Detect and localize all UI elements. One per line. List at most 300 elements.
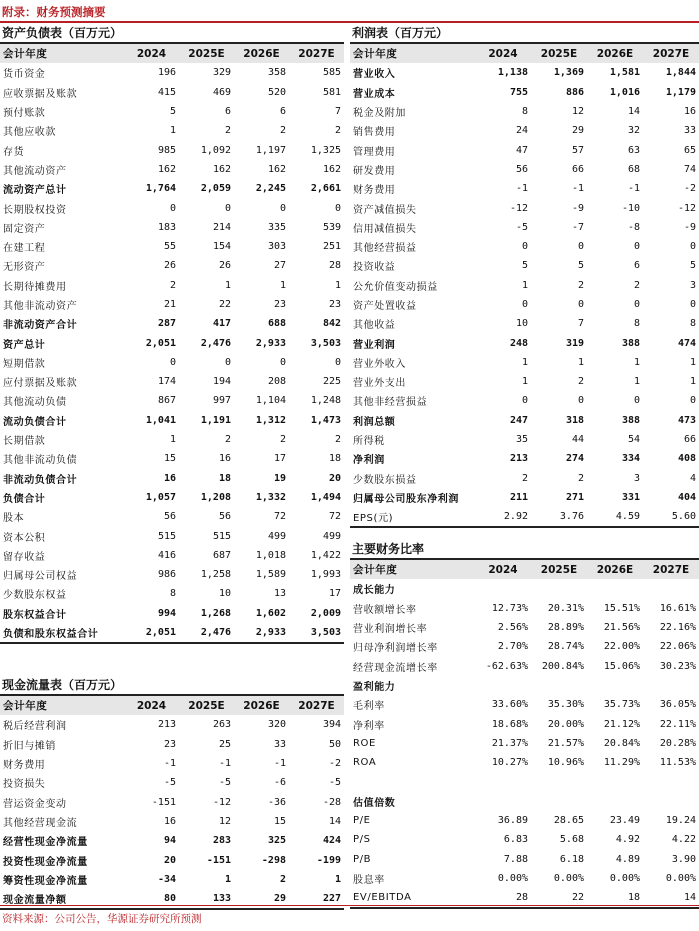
row-label: 营业外支出 [353,378,406,390]
column-header-year: 2026E [234,695,289,715]
cell-value: 1 [521,356,528,368]
row-label: 成长能力 [353,585,396,597]
row-label: 税金及附加 [353,108,406,120]
cell-value: 33 [683,125,696,137]
cell-value: 21.37% [491,737,528,749]
row-label: 在建工程 [3,243,46,255]
source-note: 资料来源：公司公告，华源证券研究所预测 [2,913,202,925]
cell-value: 162 [267,163,286,175]
cell-value: 0 [689,395,696,407]
cell-value [475,772,531,791]
cell-value: 1,422 [310,549,341,561]
cell-value: 21 [163,299,176,310]
table-row [0,604,344,623]
cell-value: 211 [509,491,528,503]
cell-value: 247 [509,414,528,426]
cell-value: 1,041 [145,414,176,426]
table-row [350,618,699,637]
cell-value: 251 [322,241,341,253]
cell-value: 1 [689,356,696,368]
table-row [350,507,699,527]
cell-value: 21.57% [547,737,584,749]
column-header-year: 2026E [587,559,643,579]
cell-value: 26 [218,260,231,272]
row-label: 营业成本 [353,88,396,100]
table-row [0,812,344,831]
cell-value: 320 [267,719,286,731]
cell-value: 1 [169,434,176,446]
cell-value: 7 [577,318,584,330]
cell-value: 28.74% [547,641,584,653]
cell-value: 11.29% [603,757,640,769]
cell-value: 227 [289,889,344,909]
cell-value: 27 [273,260,286,272]
cell-value: 539 [322,221,341,233]
cell-value: 28.65 [553,815,584,826]
table-row [350,488,699,507]
cell-value: 25 [218,738,231,750]
cell-value: 2 [279,125,286,137]
cell-value: 3 [633,472,640,484]
cell-value: 473 [677,414,696,426]
row-label: 资产总计 [3,339,46,351]
cell-value: 2 [224,434,231,446]
cell-value: 3.90 [671,853,696,865]
cell-value: -12 [509,202,528,214]
table-row [350,237,699,256]
cell-value: 417 [212,318,231,330]
row-label: 资产处置收益 [353,301,417,312]
cell-value: 520 [267,86,286,98]
cell-value: 29 [234,889,289,909]
table-row [0,850,344,869]
cell-value: 16 [163,472,176,484]
column-header-year: 2025E [179,43,234,63]
cell-value: -34 [157,873,176,885]
table-row [350,411,699,430]
cell-value: 1,104 [255,395,286,407]
table-row [350,218,699,237]
column-header-label: 会计年度 [0,695,124,715]
cell-value: 5 [577,260,584,272]
cell-value: 1,268 [200,607,231,619]
table-row [350,753,699,772]
table-row [0,179,344,198]
cell-value: 33 [273,738,286,750]
cell-value: 80 [124,889,179,909]
cell-value: 47 [515,144,528,156]
cell-value: 194 [212,376,231,388]
balance-sheet-section [0,24,344,644]
row-label: 其他非流动负债 [3,455,78,467]
cell-value: 2 [169,279,176,291]
cell-value: 23 [328,299,341,310]
cell-value: 2,476 [179,623,234,643]
row-label: 现金流量净额 [0,889,124,909]
cell-value: -5 [163,777,176,789]
cell-value: 8 [633,318,640,330]
row-label: 短期借款 [3,358,46,370]
table-row [0,314,344,333]
cell-value: 56 [163,511,176,523]
cell-value [531,579,587,598]
cell-value: 2 [577,376,584,388]
column-header-year: 2027E [289,695,344,715]
cell-value: 424 [322,835,341,847]
cell-value [587,772,643,791]
cell-value: 334 [621,453,640,465]
cell-value: 416 [157,549,176,561]
cell-value: 499 [322,530,341,542]
cell-value: 1,332 [255,491,286,503]
cell-value: -10 [621,202,640,214]
cell-value: 16 [683,106,696,118]
table-row [0,565,344,584]
cell-value: 18 [328,453,341,465]
header-row [350,559,699,579]
row-label: 预付账款 [3,108,46,120]
cell-value: 14 [328,815,341,827]
cell-value: 20.31% [547,602,584,614]
cell-value: 213 [509,453,528,465]
table-row [350,372,699,391]
cell-value: 23 [273,299,286,310]
table-row [0,160,344,179]
cell-value: 5 [521,260,528,272]
cell-value: 8 [521,106,528,118]
cell-value: 36.05% [659,699,696,711]
row-label: 其他经营损益 [353,243,417,255]
cell-value: 0 [279,202,286,214]
cell-value: 4.59 [587,507,643,527]
cell-value: 248 [509,337,528,349]
row-label: 资产减值损失 [353,204,417,216]
table-row [350,599,699,618]
cell-value: 162 [212,163,231,175]
income-statement-table [350,42,699,528]
row-label: 长期借款 [3,436,46,448]
cell-value: 303 [267,241,286,253]
cell-value: 65 [683,144,696,156]
cell-value: 3,503 [310,337,341,349]
cell-value: -1 [627,183,640,195]
cell-value: 1 [689,376,696,388]
cell-value: 8 [689,318,696,330]
cell-value: -12 [212,796,231,808]
table-row [0,430,344,449]
cell-value: 515 [157,530,176,542]
row-label: 财务费用 [3,760,46,772]
cell-value: 1,179 [665,86,696,98]
row-label: P/B [353,853,372,865]
cell-value: 1 [169,125,176,137]
cell-value: 6 [224,106,231,118]
cell-value: 3 [689,279,696,291]
table-row [350,449,699,468]
cell-value: 5 [169,106,176,118]
cell-value: 3.76 [531,507,587,527]
row-label: 营收额增长率 [353,604,417,616]
appendix-title: 附录：财务预测摘要 [2,5,106,19]
cell-value: 15 [163,453,176,465]
table-row [0,526,344,545]
cell-value: 2,009 [310,607,341,619]
cell-value: 16.61% [659,602,696,614]
cell-value: 22 [218,299,231,310]
row-label: 留存收益 [3,551,46,563]
row-label: 流动负债合计 [3,416,67,428]
cell-value: 2.56% [497,622,528,634]
cell-value: 5 [689,260,696,272]
cell-value: 1,248 [310,395,341,407]
row-label: P/E [353,815,371,826]
cell-value: 44 [571,434,584,446]
table-row [350,676,699,695]
row-label: 利润总额 [353,416,396,428]
ratios-title: 主要财务比率 [352,542,425,556]
cell-value: 2,051 [145,337,176,349]
cell-value: 63 [627,144,640,156]
cell-value: 408 [677,453,696,465]
cash-flow-table [0,694,344,910]
cell-value: 4.92 [615,834,640,846]
cell-value: 14 [627,106,640,118]
cell-value: 7 [334,106,341,118]
cell-value: 22.06% [659,641,696,653]
cell-value: 1 [633,356,640,368]
cell-value: 287 [157,318,176,330]
table-row [0,488,344,507]
cell-value: 72 [328,511,341,523]
cell-value: 36.89 [497,815,528,826]
table-row [350,314,699,333]
row-label: 盈利能力 [353,681,396,693]
row-label: 少数股东权益 [3,590,67,602]
table-row [0,218,344,237]
row-label: 信用减值损失 [353,223,417,235]
cell-value: 394 [322,719,341,731]
cell-value: 2,933 [255,337,286,349]
table-row [350,772,699,791]
cell-value: 1 [334,279,341,291]
cell-value: 2 [279,873,286,885]
cell-value: 515 [212,530,231,542]
cell-value: 997 [212,395,231,407]
footer-divider [0,905,699,906]
cell-value: 5.60 [643,507,699,527]
cell-value: 415 [157,86,176,98]
cell-value: 133 [179,889,234,909]
cell-value: 23.49 [609,815,640,826]
cell-value: 12 [571,106,584,118]
row-label: 毛利率 [353,701,385,713]
table-row [0,870,344,889]
row-label: 营业利润增长率 [353,624,428,636]
cell-value: 20.84% [603,737,640,749]
cell-value: 7.88 [503,853,528,865]
cell-value: 1,369 [553,67,584,79]
row-label: 营运资金变动 [3,798,67,810]
cell-value: 20.00% [547,718,584,730]
table-row [350,469,699,488]
cell-value: 688 [267,318,286,330]
cell-value: 404 [677,491,696,503]
table-row [350,656,699,675]
cell-value: -7 [571,221,584,233]
cell-value: -1 [273,758,286,770]
cell-value: 1,057 [145,491,176,503]
table-row [0,63,344,82]
column-header-year: 2027E [643,559,699,579]
cell-value: 16 [163,815,176,827]
row-label: 少数股东损益 [353,474,417,486]
cell-value: 585 [322,67,341,79]
cell-value: 1,993 [310,569,341,581]
row-label: 负债和股东权益合计 [0,623,124,643]
row-label: 公允价值变动损益 [353,281,438,293]
cell-value: 469 [212,86,231,98]
table-row [350,121,699,140]
cell-value: 1,602 [255,607,286,619]
cell-value: 6 [279,106,286,118]
balance-sheet-title: 资产负债表（百万元） [2,26,123,40]
cell-value: 1 [224,279,231,291]
cell-value: 0 [577,299,584,310]
table-row [350,276,699,295]
income-statement-section [350,24,699,528]
cell-value [531,676,587,695]
row-label: 研发费用 [353,165,396,177]
column-header-year: 2025E [179,695,234,715]
table-row [0,715,344,734]
cell-value: 50 [328,738,341,750]
cell-value: -9 [571,202,584,214]
cell-value: 2,476 [200,337,231,349]
cell-value: 13 [273,588,286,600]
cell-value: 329 [212,67,231,79]
cell-value: 2,661 [310,183,341,195]
table-row [0,121,344,140]
row-label: 管理费用 [353,146,396,158]
row-label: 其他收益 [353,320,396,332]
row-label: 税后经营利润 [3,721,67,733]
cell-value: 0 [224,356,231,368]
cell-value: 30.23% [659,660,696,672]
cell-value: 21.56% [603,622,640,634]
cell-value: 474 [677,337,696,349]
cell-value [531,772,587,791]
cell-value: 56 [515,163,528,175]
column-header-label: 会计年度 [350,559,475,579]
cell-value: 20.28% [659,737,696,749]
cell-value: 2 [577,472,584,484]
cell-value: 271 [565,491,584,503]
cell-value: 5.68 [559,834,584,846]
table-row [0,507,344,526]
row-label: 固定资产 [3,223,46,235]
cell-value: 2.92 [475,507,531,527]
table-row [350,160,699,179]
cell-value: 18 [587,888,643,908]
cell-value: 0 [224,202,231,214]
cell-value: 2,245 [255,183,286,195]
table-row [350,695,699,714]
table-row [0,411,344,430]
cell-value [587,579,643,598]
cell-value: 225 [322,376,341,388]
cell-value: 2 [224,125,231,137]
income-statement-title: 利润表（百万元） [352,26,449,40]
cell-value: -2 [683,183,696,195]
row-label: EPS(元) [350,507,475,527]
cell-value: 57 [571,144,584,156]
cell-value: 0 [577,395,584,407]
cell-value: -12 [677,202,696,214]
cell-value: -6 [273,777,286,789]
row-label: 股本 [3,513,25,525]
header-divider [0,21,699,23]
cell-value: 581 [322,86,341,98]
cell-value: 1,208 [200,491,231,503]
row-label: 净利润 [353,455,385,467]
cell-value: 21.12% [603,718,640,730]
cell-value: 4.22 [671,834,696,846]
table-row [350,811,699,830]
cell-value: 94 [163,835,176,847]
table-row [350,295,699,314]
cell-value: 0 [334,356,341,368]
table-row [0,295,344,314]
table-row [350,333,699,352]
table-row [350,430,699,449]
table-row [0,333,344,352]
cell-value: 0 [577,241,584,253]
cell-value: 35 [515,434,528,446]
row-label: 经营现金流增长率 [353,662,438,674]
table-row [350,198,699,217]
cell-value: 1 [633,376,640,388]
cell-value: 2 [279,434,286,446]
row-label: 流动资产总计 [3,185,67,197]
cell-value: -5 [218,777,231,789]
cell-value: 2 [334,434,341,446]
row-label: 其他非流动资产 [3,301,78,312]
cell-value: 14 [643,888,699,908]
cell-value: 10 [515,318,528,330]
row-label: 其他流动资产 [3,165,67,177]
table-row [350,849,699,868]
row-label: 资本公积 [3,532,46,544]
cell-value: 1,016 [609,86,640,98]
cell-value: -5 [515,221,528,233]
cell-value [475,579,531,598]
cell-value: -1 [218,758,231,770]
table-row [0,372,344,391]
cell-value: 2 [334,125,341,137]
cell-value [643,772,699,791]
table-row [0,584,344,603]
cell-value: 319 [565,337,584,349]
cell-value [531,792,587,811]
cell-value: -1 [163,758,176,770]
cell-value: 263 [212,719,231,731]
row-label: 长期待摊费用 [3,281,67,293]
cell-value: 10.27% [491,757,528,769]
cell-value: 388 [621,337,640,349]
cell-value: 32 [627,125,640,137]
cell-value: 18 [218,472,231,484]
table-row [350,792,699,811]
